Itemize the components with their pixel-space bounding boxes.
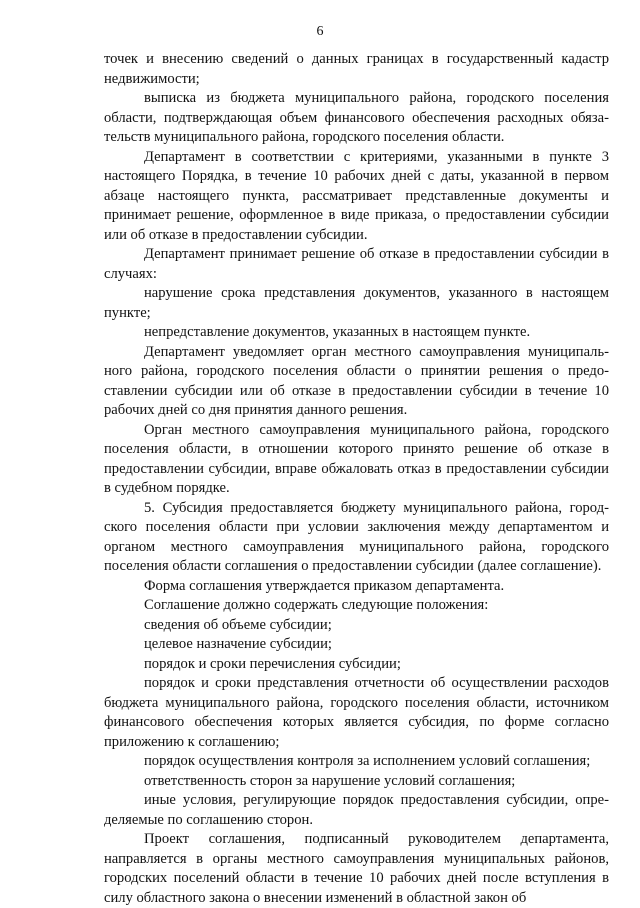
document-body <box>104 50 609 908</box>
paragraph-agreement-contents: Соглашение должно содержать следующие положения: <box>144 597 489 613</box>
list-item-subsidy-amount: сведения об объеме субсидии; <box>144 616 332 633</box>
list-item-reporting: порядок и сроки представления отчетности об осуществлении расходов бюджета муниципального района, городского поселения области, источником финансового обеспечения которых является субсидия, по форме согласно приложению к соглашению; <box>104 675 609 750</box>
paragraph-refusal-decision: Департамент принимает решение об отказе в предоставлении субсидии в случаях: <box>104 246 609 282</box>
paragraph-agreement-form: Форма соглашения утверждается приказом департамента. <box>144 577 505 594</box>
list-item-subsidy-purpose: целевое назначение субсидии; <box>144 636 332 652</box>
list-item-transfer-terms: порядок и сроки перечисления субсидии; <box>144 655 401 672</box>
list-item-other-conditions: иные условия, регулирующие порядок предоставления субсидии, определяемые по соглашению сторон. <box>104 792 609 828</box>
paragraph-draft-agreement: Проект соглашения, подписанный руководителем департамента, направляется в органы местного самоуправления муниципальных районов, городских поселений области в течение 10 рабочих дней после вступления в силу областного закона о внесении изменений в областной закон об <box>104 831 609 906</box>
paragraph-budget-extract: выписка из бюджета муниципального района, городского поселения области, подтверждающая объем финансового обеспечения расходных обязательств муниципального района, городского поселения области. <box>104 90 609 145</box>
list-item-control: порядок осуществления контроля за исполнением условий соглашения; <box>144 753 591 769</box>
paragraph-refusal-case-2: непредставление документов, указанных в настоящем пункте. <box>144 324 531 340</box>
paragraph-notification: Департамент уведомляет орган местного самоуправления муниципального района, городского поселения области о принятии решения о предоставлении субсидии или об отказе в предоставлении субсидии в течение 10 рабочих дней со дня принятия данного решения. <box>104 343 609 418</box>
paragraph-appeal: Орган местного самоуправления муниципального района, городского поселения области, в отношении которого принято решение об отказе в предоставлении субсидии, вправе обжаловать отказ в предоставлении субсидии в судебном порядке. <box>104 421 609 496</box>
list-item-responsibility: ответственность сторон за нарушение условий соглашения; <box>144 772 516 789</box>
paragraph-refusal-case-1: нарушение срока представления документов, указанного в настоящем пункте; <box>104 285 609 321</box>
paragraph-department-review: Департамент в соответствии с критериями, указанными в пункте 3 настоящего Порядка, в течение 10 рабочих дней с даты, указанной в первом абзаце настоящего пункта, рассматривает представленные документы и принимает решение, оформленное в виде приказа, о предоставлении субсидии или об отказе в предоставлении субсидии. <box>104 148 609 243</box>
page-number: 6 <box>316 24 324 39</box>
paragraph-continuation: точек и внесению сведений о данных границах в государственный кадастр недвижимости; <box>104 51 609 87</box>
paragraph-section-5: 5. Субсидия предоставляется бюджету муниципального района, городского поселения области при условии заключения между департаментом и органом местного самоуправления муниципального района, городского поселения области соглашения о предоставлении субсидии (далее соглашение). <box>104 499 609 574</box>
